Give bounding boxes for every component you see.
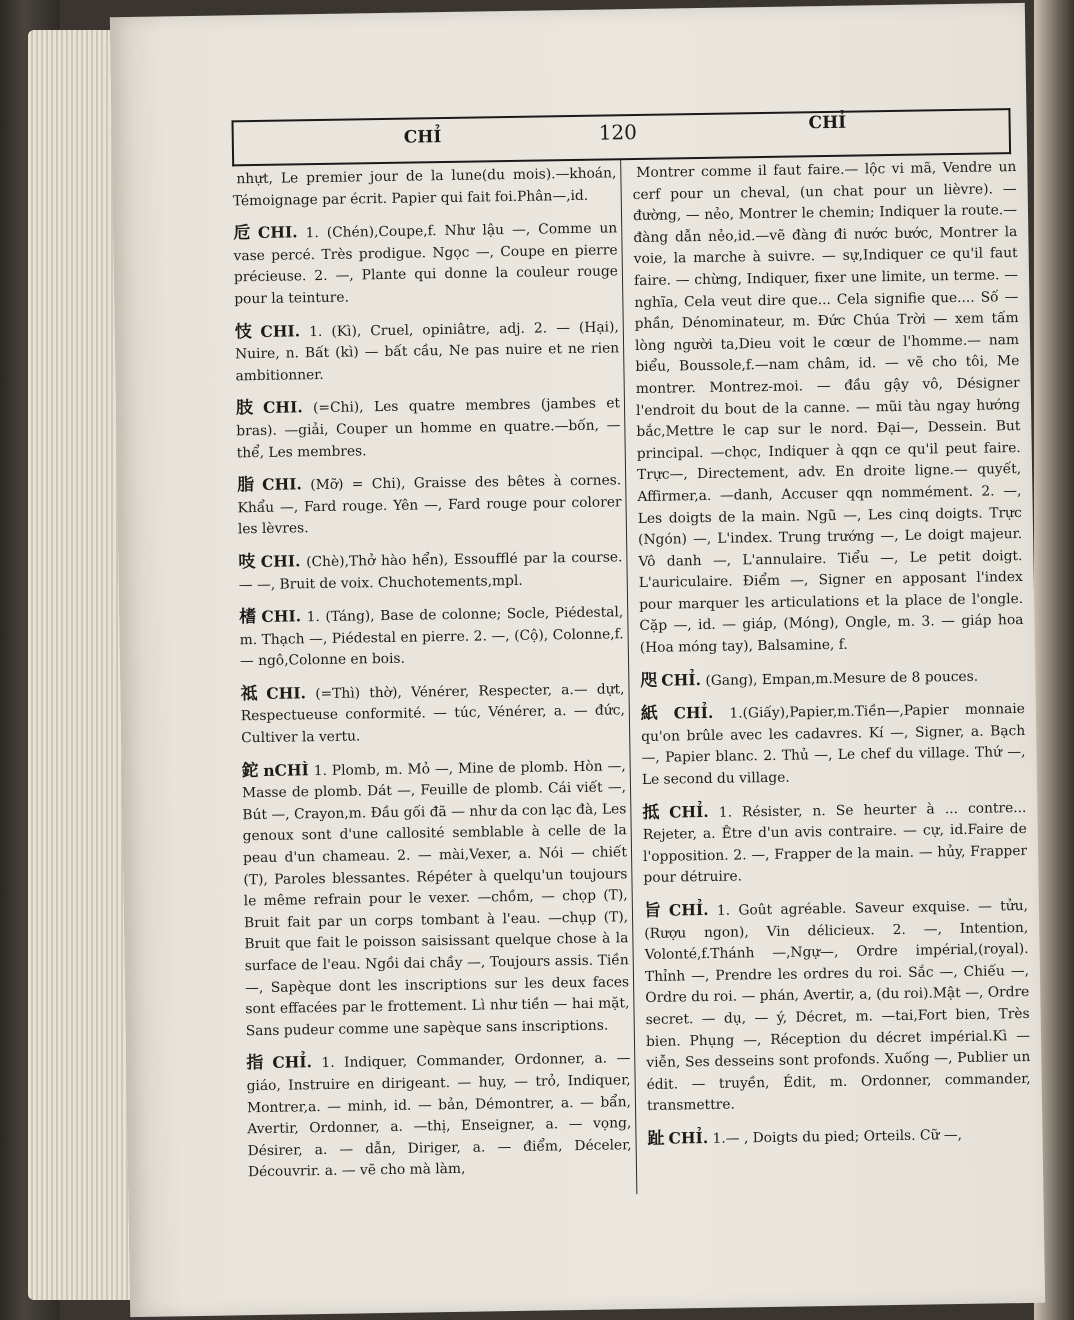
- entry-headword: CHI.: [262, 474, 303, 495]
- dictionary-entry: [242, 754, 630, 1043]
- entry-headword: CHỈ.: [668, 1127, 709, 1148]
- dictionary-entry: [240, 677, 625, 750]
- entry-definition: 1. Indiquer, Commander, Ordonner, a. — giáo, Instruire en dirigeant. — huy, — trỏ, Indiquer, Montrer,a. — minh, id. — bản, Démontrer, a. — bẩn, Avertir, Ordonner, a. —thị, Enseigner, a. — vọng, Désirer, a. — dẫn, Diriger, a. — điểm, Déceler, Découvrir. a. — vẽ cho mà làm,: [246, 1050, 632, 1181]
- dictionary-page: [110, 3, 1045, 1317]
- entry-headword: CHỈ.: [272, 1052, 313, 1073]
- entry-definition: (=Thì) thờ), Vénérer, Respecter, a.— dựt, Respectueuse conformité. — túc, Vénérer, a. — đức, Cultiver la vertu.: [240, 681, 625, 747]
- entry-character: 旨: [643, 900, 666, 921]
- entry-definition: 1.(Giấy),Papier,m.Tiền—,Papier monnaie qu'on brûle avec les cadavres. Kí —, Signer, a. Bạch —, Papier blanc. 2. Thủ —, Le chef du village. Thứ —, Le second du village.: [641, 701, 1026, 789]
- entry-character: 紙: [640, 703, 670, 725]
- entry-headword: CHI.: [266, 683, 307, 703]
- entry-headword: CHI.: [257, 222, 298, 243]
- dictionary-entry: [237, 468, 622, 541]
- entry-definition: 1. Goût agréable. Saveur exquise. — tửu, (Rượu ngon), Vin délicieux. 2. —, Intention, Volonté,f.Thánh —,Ngự—, Ordre impérial,(royal). Thỉnh —, Prendre les ordres du roi. Sắc —, Chiếu —, Ordre du roi. — phán, Avertir, a, (du roi).Mật —, Ordre secret. — dụ, — ý, Décret, m. —tai,Fort bien, Très bien. Phụng —, Réception du décret impérial.Kì — viễn, Ses desseins sont profonds. Xuống —, Publier un édit. — truyền, Édit, m. Ordonner, commander, transmettre.: [644, 897, 1031, 1115]
- dictionary-entry: [238, 545, 623, 596]
- entry-definition: 1. Résister, n. Se heurter à ... contre... Rejeter, a. Être d'un avis contraire. — cự, id.Faire de l'opposition. 2. —, Frapper de la main. — hủy, Frapper pour détruire.: [642, 799, 1028, 887]
- entry-character: 抵: [642, 802, 666, 823]
- entry-headword: CHI.: [260, 320, 301, 341]
- entry-definition: (Chè),Thở hào hển), Essoufflé par la course. — —, Bruit de voix. Chuchotements,mpl.: [238, 549, 623, 593]
- entry-headword: CHỈ.: [668, 899, 709, 920]
- entry-character: 指: [246, 1053, 269, 1074]
- entry-headword: CHI.: [261, 606, 302, 627]
- dictionary-entry: [640, 664, 1024, 694]
- entry-headword: CHI.: [260, 551, 301, 571]
- dictionary-entry: [236, 392, 621, 465]
- header-guide-word-left: CHỈ: [403, 127, 442, 148]
- right-column: [632, 155, 1032, 1161]
- entry-character: 脂: [237, 475, 259, 496]
- entry-headword: CHỈ.: [661, 669, 702, 690]
- entry-headword: CHỈ.: [673, 703, 714, 723]
- entry-character: 榰: [239, 607, 258, 628]
- dictionary-entry: [246, 1047, 632, 1185]
- left-column: [232, 161, 632, 1194]
- dictionary-entry: [233, 217, 618, 311]
- entry-definition: 1. Plomb, m. Mỏ —, Mine de plomb. Hòn —, Masse de plomb. Dát —, Feuille de plomb. Cái viết —, Bút —, Crayon,m. Đầu gối đã — như da con lạc đà, Les genoux sont d'une callosité semblable à celle de la peau d'un chameau. 2. — mài,Vexer, a. Nói — chiết (T), Paroles blessantes. Répéter à quelqu'un toujours le même refrain pour le vexer. —chồm, — chọp (T), Bruit fait par un corps tombant à l'eau. —chụp (T), Bruit que fait le poisson saisissant quelque chose à la surface de l'eau. Ngồi dai chầy —, Toujours assis. Tiền —, Sapèque dont les inscriptions sur les deux faces sont effacées par le frottement. Lì như tiền — hai mặt, Sans pudeur comme une sapèque sans inscriptions.: [241, 757, 630, 1040]
- header-guide-word-right: CHỈ: [808, 112, 847, 134]
- entry-definition: (Mỡ) = Chi), Graisse des bêtes à cornes. Khẩu —, Fard rouge. Yên —, Fard rouge pour colorer les lèvres.: [237, 472, 622, 538]
- entry-headword: CHI.: [262, 397, 303, 418]
- entry-character: 咫: [640, 670, 658, 691]
- entry-character: 忮: [234, 321, 257, 342]
- dictionary-entry: [239, 600, 624, 673]
- entry-character: 肢: [235, 398, 260, 419]
- entry-definition: (Gang), Empan,m.Mesure de 8 pouces.: [705, 668, 979, 689]
- entry-definition: Montrer comme il faut faire.— lộc vi mã, Vendre un cerf pour un cheval, (un chat pour un lièvre). — đường, — nẻo, Montrer le chemin; Indiquer la route.— đàng dẫn nẻo,id.—vẽ đàng đi nước bước, Montrer la voie, la marche à suivre. — sự,Indiquer ce qu'il faut faire. — chừng, Indiquer, fixer une limite, un terme. — nghĩa, Cela veut dire que... Cela signifie que.... Số — phần, Dénominateur, m. Đức Chúa Trời — xem tấm lòng người ta,Dieu voit le cœur de l'homme.— nam biểu, Boussole,f.—nam châm, id. — vẽ cho tôi, Me montrer. Montrez-moi. — đầu gậy vô, Désigner l'endroit du bout de la canne. — mũi tàu ngay hướng bắc,Mettre le cap sur le nord. Đại—, Dessein. But principal. —chọc, Indiquer à qqn ce qu'il peut faire. Trực—, Directement, adv. En droite ligne.— quyết, Affirmer,a. —danh, Accuser qqn nommément. 2. —, Les doigts de la main. Ngũ —, Les cinq doigts. Trực (Ngón) —, L'index. Trung trướng —, Le doigt majeur. Vô danh —, L'annulaire. Tiểu —, Le petit doigt. L'auriculaire. Điểm —, Signer en apposant l'index pour marquer les articulations et la place de l'ongle. Cặp —, id. — giáp, (Móng), Ongle, m. 3. — giáp hoa (Hoa móng tay), Balsamine, f.: [632, 159, 1024, 657]
- entry-character: 卮: [233, 223, 255, 244]
- dictionary-entry: [644, 894, 1031, 1118]
- dictionary-entry: [641, 697, 1026, 791]
- dictionary-entry: [235, 315, 620, 388]
- entry-character: 趾: [647, 1128, 665, 1149]
- entry-character: 祗: [240, 683, 263, 705]
- dictionary-entry: [647, 1122, 1031, 1152]
- entry-headword: nCHÌ: [263, 759, 309, 780]
- dictionary-entry: [632, 155, 1024, 660]
- entry-definition: 1.— , Doigts du pied; Orteils. Cữ —,: [712, 1126, 963, 1147]
- entry-definition: 1. (Chén),Coupe,f. Như lậu —, Comme un vase percé. Très prodigue. Ngọc —, Coupe en pierre précieuse. 2. —, Plante qui donne la couleur rouge pour la teinture.: [233, 220, 619, 308]
- entry-definition: 1. (Táng), Base de colonne; Socle, Piédestal, m. Thạch —, Piédestal en pierre. 2. —, (Cộ), Colonne,f. — ngô,Colonne en bois.: [239, 604, 624, 670]
- entry-definition: nhựt, Le premier jour de la lune(du mois).—khoán, Témoignage par écrit. Papier qui fait foi.Phân—,id.: [232, 165, 617, 209]
- entry-definition: 1. (Kì), Cruel, opiniâtre, adj. 2. — (Hại), Nuire, n. Bất (kì) — bất cầu, Ne pas nuire et ne rien ambitionner.: [235, 318, 620, 385]
- dictionary-entry: [642, 796, 1027, 890]
- entry-definition: (=Chi), Les quatre membres (jambes et bras). —giải, Couper un homme en quatre.—bốn, — thể, Les membres.: [236, 395, 621, 461]
- dictionary-entry: [232, 161, 617, 212]
- entry-character: 吱: [238, 551, 257, 573]
- entry-headword: CHỈ.: [668, 801, 709, 822]
- page-number: 120: [598, 120, 638, 145]
- entry-character: 鉈: [241, 760, 260, 781]
